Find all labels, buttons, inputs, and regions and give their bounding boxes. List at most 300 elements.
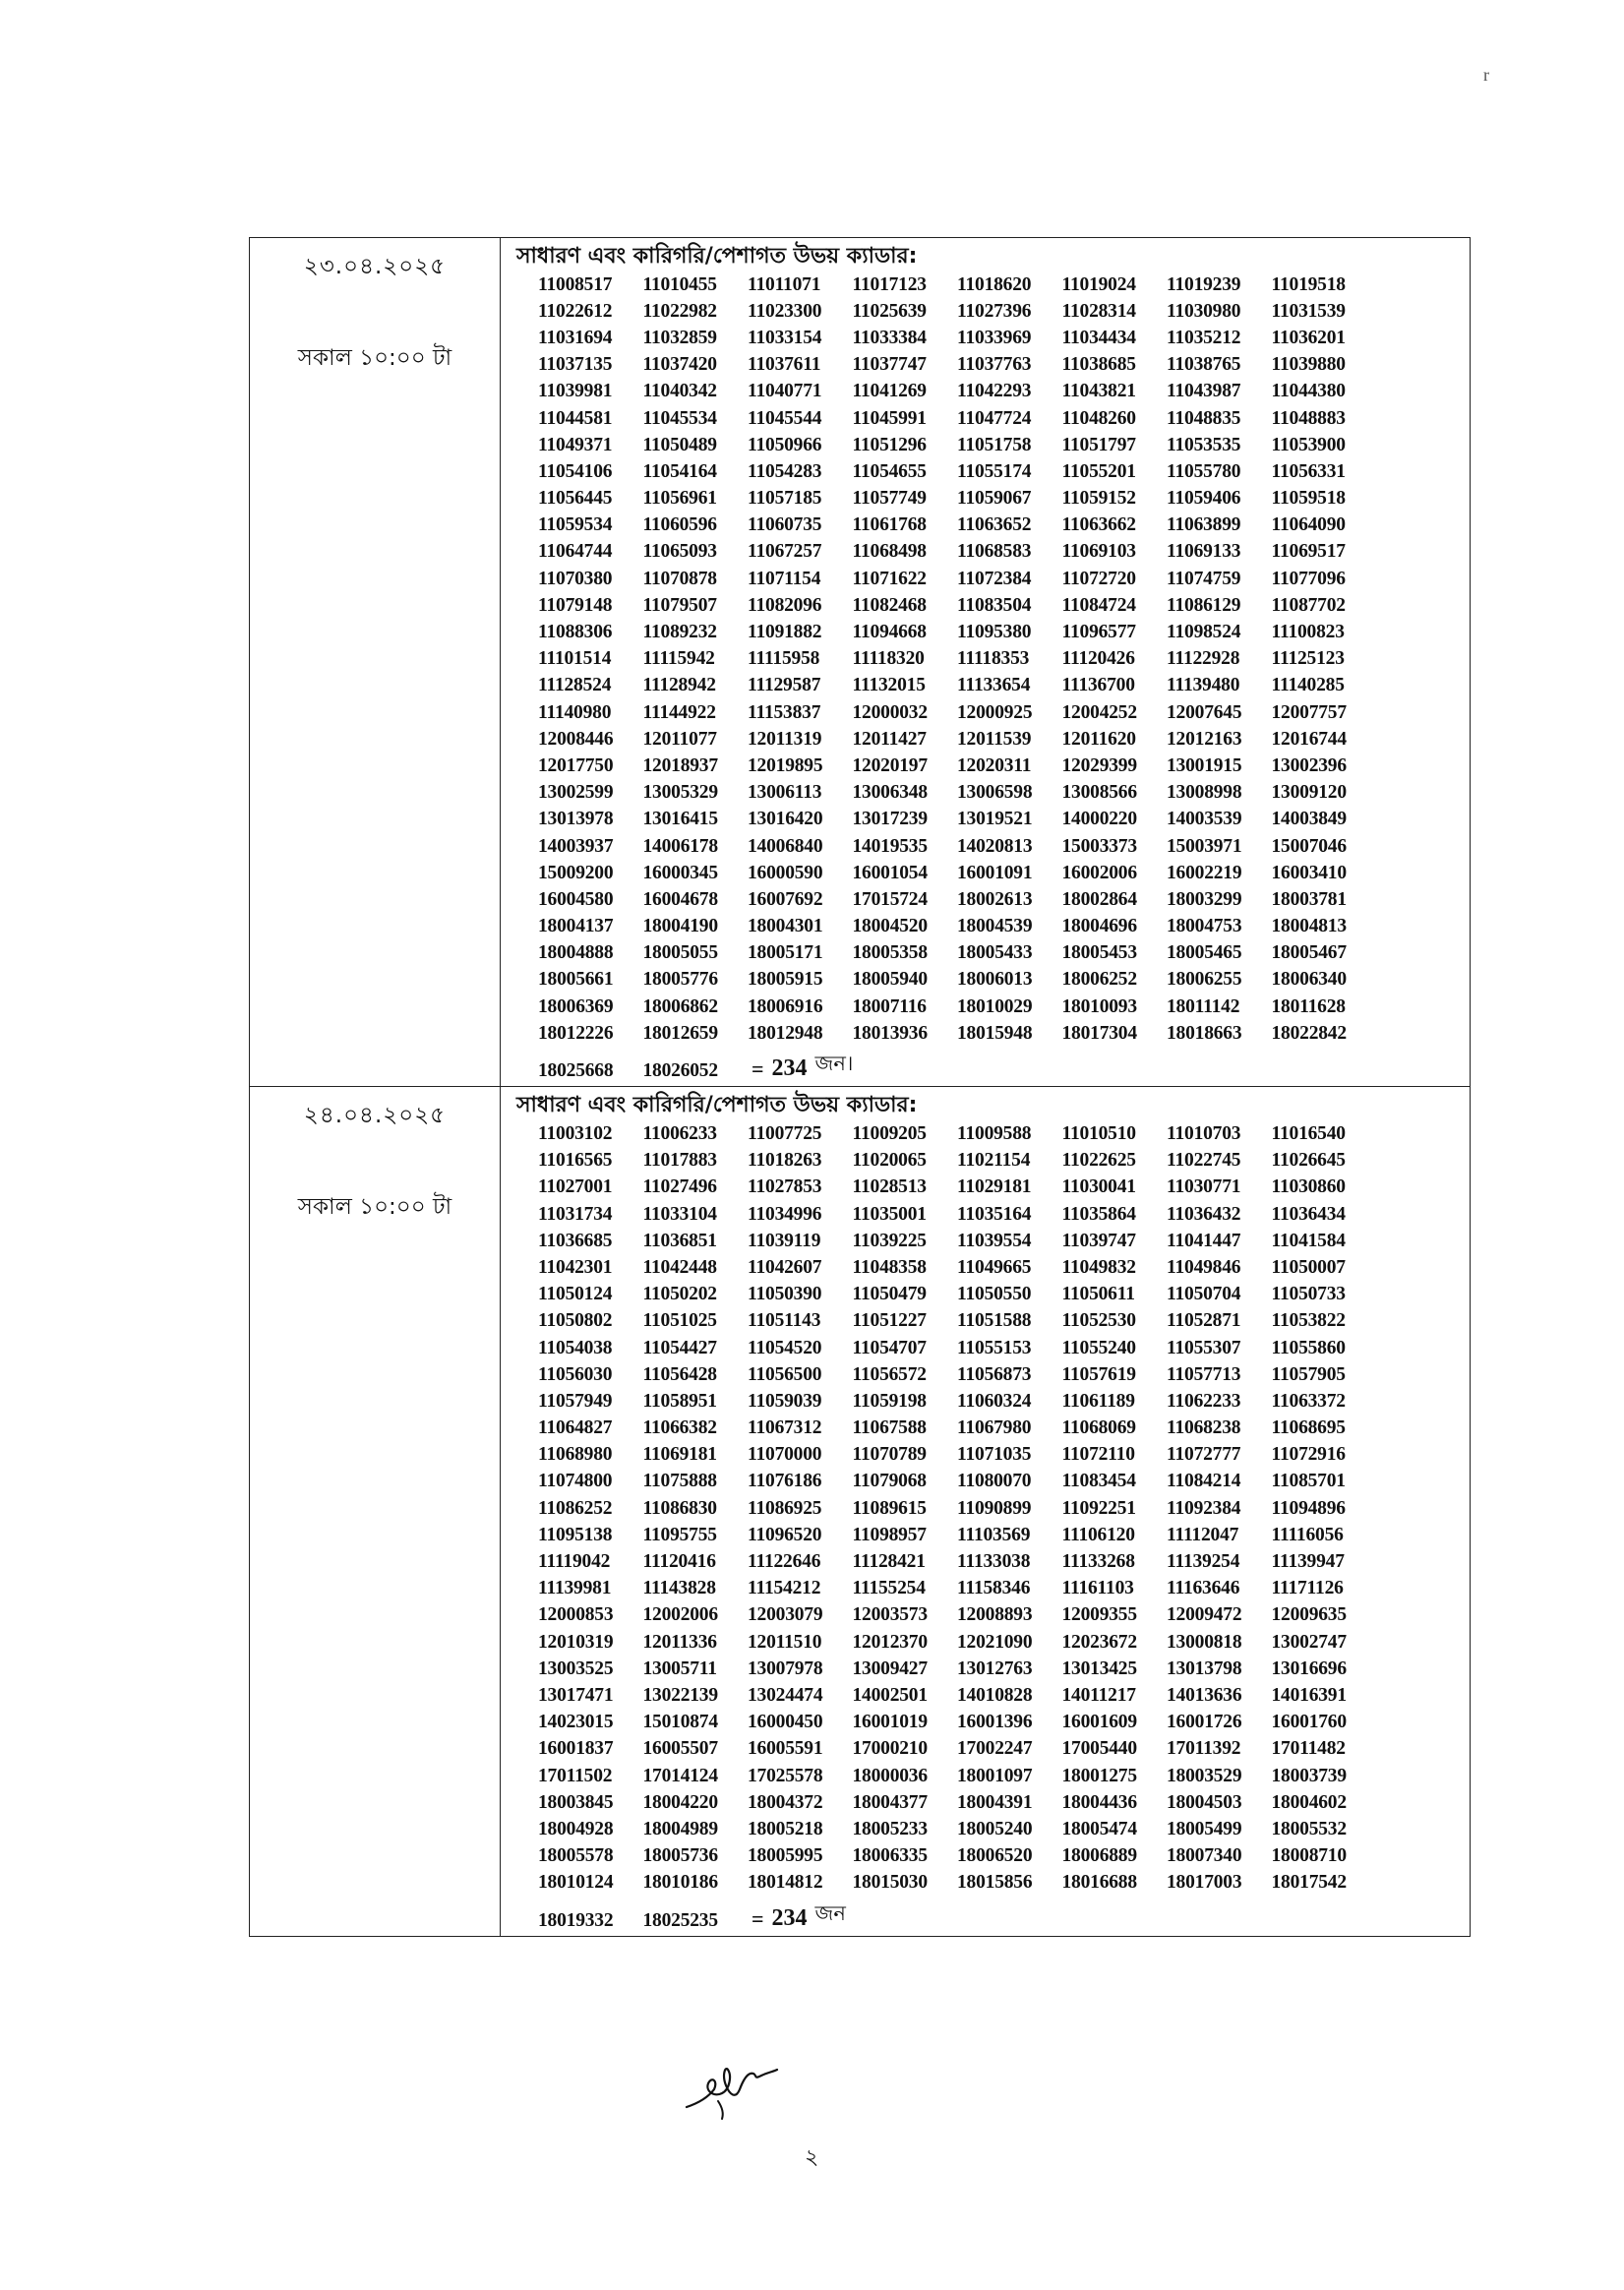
roll-number: 17002247 <box>957 1738 1033 1760</box>
roll-number: 11054283 <box>748 460 822 482</box>
roll-number: 16002219 <box>1167 862 1242 883</box>
roll-number: 11037763 <box>957 354 1032 376</box>
roll-number: 14013636 <box>1167 1684 1242 1706</box>
roll-number: 16000345 <box>642 862 718 883</box>
roll-number: 18005578 <box>538 1845 614 1867</box>
roll-number: 11122646 <box>748 1551 821 1573</box>
roll-number: 18005532 <box>1271 1818 1347 1839</box>
roll-row <box>538 1201 1470 1228</box>
roll-number: 11144922 <box>642 701 716 723</box>
roll-number: 11018263 <box>748 1150 822 1172</box>
roll-list-cell <box>501 1087 1471 1936</box>
roll-number: 11021154 <box>957 1150 1031 1172</box>
exam-date: ২৩.০৪.২০২৫ <box>303 254 447 279</box>
roll-number: 11003102 <box>538 1123 613 1145</box>
roll-number: 11048883 <box>1271 407 1346 429</box>
roll-number: 14006840 <box>748 835 823 857</box>
roll-number: 11077096 <box>1271 568 1346 589</box>
roll-number: 18003739 <box>1271 1765 1347 1786</box>
roll-number: 18017003 <box>1167 1872 1242 1894</box>
roll-number: 11040771 <box>748 381 822 402</box>
roll-number: 11091882 <box>748 622 822 643</box>
roll-number: 11030860 <box>1271 1176 1346 1198</box>
roll-number: 11042301 <box>538 1256 613 1278</box>
roll-number: 13005329 <box>642 782 718 804</box>
roll-row <box>538 833 1470 860</box>
roll-row <box>538 1522 1470 1548</box>
roll-number: 11161103 <box>1061 1578 1134 1599</box>
roll-number: 13024474 <box>748 1684 823 1706</box>
roll-number: 11054038 <box>538 1337 613 1358</box>
roll-number: 11036432 <box>1167 1203 1241 1225</box>
roll-number: 12004252 <box>1061 701 1137 723</box>
roll-number: 11036685 <box>538 1230 613 1251</box>
roll-number: 11080070 <box>957 1471 1032 1492</box>
roll-number: 11049832 <box>1061 1256 1136 1278</box>
roll-number: 13016420 <box>748 809 823 830</box>
roll-number: 11063899 <box>1167 514 1241 536</box>
roll-number: 16001609 <box>1061 1712 1137 1733</box>
roll-number: 11082096 <box>748 594 822 616</box>
page-number: ২ <box>805 2145 819 2170</box>
roll-number: 13008566 <box>1061 782 1137 804</box>
roll-number: 11056961 <box>642 488 717 510</box>
roll-number: 11042607 <box>748 1256 822 1278</box>
roll-number: 11051025 <box>642 1310 717 1332</box>
roll-number: 13012763 <box>957 1657 1033 1679</box>
roll-number: 11133038 <box>957 1551 1031 1573</box>
roll-number: 11069103 <box>1061 541 1136 563</box>
roll-number: 11086129 <box>1167 594 1241 616</box>
roll-number: 11006233 <box>642 1123 717 1145</box>
roll-number: 17015724 <box>852 888 928 910</box>
roll-number: 11016540 <box>1271 1123 1346 1145</box>
roll-row <box>538 1763 1470 1789</box>
roll-number: 11031539 <box>1271 300 1346 322</box>
roll-number: 13009427 <box>852 1657 928 1679</box>
roll-number: 11092251 <box>1061 1497 1136 1519</box>
roll-number: 11083454 <box>1061 1471 1136 1492</box>
roll-row <box>538 1710 1470 1736</box>
roll-number: 12002006 <box>642 1604 718 1626</box>
roll-number: 11100823 <box>1271 622 1345 643</box>
roll-number: 11039981 <box>538 381 613 402</box>
roll-number: 11068583 <box>957 541 1032 563</box>
roll-number: 18004989 <box>642 1818 718 1839</box>
roll-number: 11050966 <box>748 434 822 455</box>
roll-number: 18005240 <box>957 1818 1033 1839</box>
roll-number: 18004503 <box>1167 1791 1242 1813</box>
roll-number: 16003410 <box>1271 862 1347 883</box>
equals-sign: = <box>752 1056 764 1082</box>
roll-row <box>538 699 1470 726</box>
roll-number: 11071035 <box>957 1444 1032 1466</box>
roll-number: 12016744 <box>1271 728 1347 750</box>
roll-number: 12011510 <box>748 1631 822 1653</box>
roll-number: 13017239 <box>852 809 928 830</box>
roll-row <box>538 1682 1470 1709</box>
roll-number: 12009472 <box>1167 1604 1242 1626</box>
roll-number: 11041447 <box>1167 1230 1241 1251</box>
roll-number: 18005940 <box>852 969 928 991</box>
roll-number: 11122928 <box>1167 648 1240 670</box>
roll-number: 13022139 <box>642 1684 718 1706</box>
roll-number: 11092384 <box>1167 1497 1241 1519</box>
total-count: 234 <box>771 1904 808 1931</box>
roll-number: 11044581 <box>538 407 613 429</box>
roll-number: 11009205 <box>852 1123 927 1145</box>
roll-number: 11056572 <box>852 1363 927 1385</box>
roll-number: 11045991 <box>852 407 927 429</box>
roll-number: 12011620 <box>1061 728 1136 750</box>
roll-number: 11087702 <box>1271 594 1346 616</box>
roll-row <box>538 1442 1470 1469</box>
roll-number: 13003525 <box>538 1657 614 1679</box>
roll-row <box>538 1843 1470 1870</box>
roll-number: 11049371 <box>538 434 613 455</box>
roll-number: 11063652 <box>957 514 1032 536</box>
roll-number: 11060596 <box>642 514 717 536</box>
roll-number: 12019895 <box>748 754 823 776</box>
roll-number: 18000036 <box>852 1765 928 1786</box>
roll-row <box>538 1228 1470 1254</box>
roll-number: 18004220 <box>642 1791 718 1813</box>
roll-number: 11059198 <box>852 1390 927 1412</box>
roll-number: 11055174 <box>957 460 1032 482</box>
roll-number: 16001396 <box>957 1712 1033 1733</box>
roll-number: 11050611 <box>1061 1284 1135 1305</box>
roll-number: 11022982 <box>642 300 717 322</box>
roll-number: 18006340 <box>1271 969 1347 991</box>
roll-row <box>538 1789 1470 1816</box>
roll-number: 11068069 <box>1061 1417 1136 1439</box>
roll-number: 18013936 <box>852 1022 928 1044</box>
roll-number: 12011336 <box>642 1631 717 1653</box>
session-row <box>250 1087 1471 1936</box>
roll-number: 13006598 <box>957 782 1033 804</box>
roll-number: 11040342 <box>642 381 717 402</box>
roll-row <box>538 1576 1470 1602</box>
roll-number: 11055240 <box>1061 1337 1136 1358</box>
roll-number: 11055860 <box>1271 1337 1346 1358</box>
roll-number: 11086830 <box>642 1497 717 1519</box>
roll-number: 14002501 <box>852 1684 928 1706</box>
total-row <box>538 1047 1470 1086</box>
roll-number: 11056331 <box>1271 460 1346 482</box>
roll-number: 11083504 <box>957 594 1032 616</box>
roll-number: 11065093 <box>642 541 717 563</box>
roll-number: 11051227 <box>852 1310 927 1332</box>
roll-row <box>538 432 1470 458</box>
roll-row <box>538 1120 1470 1147</box>
roll-number: 17014124 <box>642 1765 718 1786</box>
roll-number: 12008446 <box>538 728 614 750</box>
roll-number: 12021090 <box>957 1631 1033 1653</box>
roll-number: 16001054 <box>852 862 928 883</box>
roll-number: 11075888 <box>642 1471 717 1492</box>
roll-row <box>538 1335 1470 1361</box>
roll-number: 12020311 <box>957 754 1032 776</box>
roll-number: 11133268 <box>1061 1551 1135 1573</box>
roll-number: 11068238 <box>1167 1417 1241 1439</box>
roll-number: 18014812 <box>748 1872 823 1894</box>
roll-row <box>538 458 1470 485</box>
roll-number: 11035001 <box>852 1203 927 1225</box>
roll-row <box>538 1020 1470 1047</box>
roll-number: 18005661 <box>538 969 614 991</box>
roll-number: 16007692 <box>748 888 823 910</box>
roll-number: 11009588 <box>957 1123 1032 1145</box>
roll-number: 16004580 <box>538 888 614 910</box>
roll-number: 13009120 <box>1271 782 1347 804</box>
roll-number: 11045544 <box>748 407 822 429</box>
roll-number: 18005776 <box>642 969 718 991</box>
roll-number: 11057185 <box>748 488 822 510</box>
roll-number: 11101514 <box>538 648 612 670</box>
roll-number: 11033154 <box>748 327 822 348</box>
roll-row <box>538 914 1470 940</box>
roll-number: 11095138 <box>538 1524 613 1545</box>
roll-number: 18006889 <box>1061 1845 1137 1867</box>
roll-number: 11079068 <box>852 1471 927 1492</box>
equals-sign: = <box>752 1905 764 1931</box>
roll-row <box>538 486 1470 512</box>
roll-number: 11026645 <box>1271 1150 1346 1172</box>
roll-number: 11050390 <box>748 1284 822 1305</box>
roll-number: 13013425 <box>1061 1657 1137 1679</box>
roll-number: 11036201 <box>1271 327 1346 348</box>
roll-number: 11064827 <box>538 1417 613 1439</box>
roll-number: 11088306 <box>538 622 613 643</box>
roll-number: 16000590 <box>748 862 823 883</box>
roll-number: 11139981 <box>538 1578 612 1599</box>
roll-number: 11098957 <box>852 1524 927 1545</box>
roll-number: 11132015 <box>852 675 926 696</box>
roll-number: 11051296 <box>852 434 927 455</box>
total-row <box>538 1897 1470 1936</box>
roll-number: 18005995 <box>748 1845 823 1867</box>
roll-number: 18004301 <box>748 916 823 937</box>
roll-number: 11017123 <box>852 273 927 295</box>
roll-row <box>538 1148 1470 1175</box>
roll-number: 11050124 <box>538 1284 613 1305</box>
roll-number: 18004520 <box>852 916 928 937</box>
roll-number: 11054427 <box>642 1337 717 1358</box>
roll-row <box>538 512 1470 539</box>
roll-number: 11074800 <box>538 1471 613 1492</box>
roll-row <box>538 1495 1470 1522</box>
roll-number: 11055153 <box>957 1337 1032 1358</box>
roll-row <box>538 1870 1470 1897</box>
cadre-heading: সাধারণ এবং কারিগরি/পেশাগত উভয় ক্যাডার: <box>516 244 918 269</box>
roll-number: 18004602 <box>1271 1791 1347 1813</box>
roll-number: 11033384 <box>852 327 927 348</box>
roll-number: 14016391 <box>1271 1684 1347 1706</box>
roll-number: 11034434 <box>1061 327 1136 348</box>
roll-row <box>538 1175 1470 1201</box>
roll-number: 11120426 <box>1061 648 1135 670</box>
roll-number: 11050489 <box>642 434 717 455</box>
date-cell <box>250 238 501 1087</box>
roll-number: 11048358 <box>852 1256 927 1278</box>
roll-number: 18004539 <box>957 916 1033 937</box>
roll-number: 16001091 <box>957 862 1033 883</box>
roll-number: 11158346 <box>957 1578 1031 1599</box>
roll-number: 18003781 <box>1271 888 1347 910</box>
roll-number: 18019332 <box>538 1909 614 1931</box>
roll-number: 11054520 <box>748 1337 822 1358</box>
roll-number: 11050550 <box>957 1284 1032 1305</box>
roll-number: 11139947 <box>1271 1551 1345 1573</box>
roll-number: 18003845 <box>538 1791 614 1813</box>
roll-number: 11031694 <box>538 327 613 348</box>
roll-number: 11086252 <box>538 1497 613 1519</box>
roll-number: 18010186 <box>642 1872 718 1894</box>
roll-number: 11020065 <box>852 1150 927 1172</box>
roll-list-cell <box>501 238 1471 1087</box>
roll-number: 11068695 <box>1271 1417 1346 1439</box>
roll-number: 18004436 <box>1061 1791 1137 1813</box>
roll-row <box>538 566 1470 592</box>
roll-row <box>538 325 1470 351</box>
roll-number: 16001837 <box>538 1738 614 1760</box>
roll-number: 18006916 <box>748 995 823 1017</box>
roll-number: 13002599 <box>538 782 614 804</box>
roll-number: 11010510 <box>1061 1123 1136 1145</box>
roll-row <box>538 780 1470 807</box>
roll-row <box>538 1469 1470 1495</box>
roll-number: 18005233 <box>852 1818 928 1839</box>
roll-number: 14011217 <box>1061 1684 1136 1706</box>
roll-number: 11055780 <box>1167 460 1241 482</box>
roll-number: 11060735 <box>748 514 822 536</box>
roll-number: 18004888 <box>538 942 614 964</box>
roll-number: 11071622 <box>852 568 927 589</box>
roll-number: 11076186 <box>748 1471 822 1492</box>
roll-number: 15007046 <box>1271 835 1347 857</box>
roll-number: 12029399 <box>1061 754 1137 776</box>
roll-number: 18012226 <box>538 1022 614 1044</box>
roll-number: 11136700 <box>1061 675 1135 696</box>
roll-number: 18005474 <box>1061 1818 1137 1839</box>
roll-number: 17005440 <box>1061 1738 1137 1760</box>
roll-number: 12003573 <box>852 1604 928 1626</box>
roll-number: 18005171 <box>748 942 823 964</box>
roll-number: 11007725 <box>748 1123 822 1145</box>
roll-number: 11059067 <box>957 488 1032 510</box>
roll-number: 13013798 <box>1167 1657 1242 1679</box>
roll-number: 18015948 <box>957 1022 1033 1044</box>
roll-row <box>538 1308 1470 1335</box>
roll-number: 12012370 <box>852 1631 928 1653</box>
roll-number: 11079148 <box>538 594 613 616</box>
roll-number: 11042293 <box>957 381 1032 402</box>
roll-number: 18012659 <box>642 1022 718 1044</box>
date-cell <box>250 1087 501 1936</box>
roll-number: 11153837 <box>748 701 821 723</box>
roll-number: 11054106 <box>538 460 613 482</box>
roll-number: 15010874 <box>642 1712 718 1733</box>
roll-number: 11019518 <box>1271 273 1346 295</box>
roll-number: 11049846 <box>1167 1256 1241 1278</box>
roll-number: 17011392 <box>1167 1738 1241 1760</box>
roll-number: 11029181 <box>957 1176 1032 1198</box>
roll-number: 11037611 <box>748 354 821 376</box>
roll-number: 11072720 <box>1061 568 1136 589</box>
roll-number: 11019239 <box>1167 273 1241 295</box>
roll-number: 11171126 <box>1271 1578 1344 1599</box>
roll-number: 18012948 <box>748 1022 823 1044</box>
roll-number: 11079507 <box>642 594 717 616</box>
roll-number: 11058951 <box>642 1390 717 1412</box>
roll-number: 11057749 <box>852 488 927 510</box>
roll-number: 11027496 <box>642 1176 717 1198</box>
roll-number: 11119042 <box>538 1551 611 1573</box>
roll-number: 18005433 <box>957 942 1033 964</box>
roll-number: 12003079 <box>748 1604 823 1626</box>
roll-number: 11090899 <box>957 1497 1032 1519</box>
roll-number: 11069181 <box>642 1444 717 1466</box>
roll-number: 16001726 <box>1167 1712 1242 1733</box>
roll-number: 11128524 <box>538 675 612 696</box>
roll-number: 11051588 <box>957 1310 1032 1332</box>
roll-number-list <box>538 271 1470 1086</box>
roll-number-list <box>538 1120 1470 1935</box>
roll-number: 14006178 <box>642 835 718 857</box>
roll-number: 18025235 <box>642 1909 718 1931</box>
roll-number: 11062233 <box>1167 1390 1241 1412</box>
roll-number: 11038685 <box>1061 354 1136 376</box>
roll-number: 18002864 <box>1061 888 1137 910</box>
roll-number: 11031734 <box>538 1203 613 1225</box>
roll-number: 11041269 <box>852 381 927 402</box>
roll-number: 11064090 <box>1271 514 1346 536</box>
roll-number: 18026052 <box>642 1060 718 1082</box>
roll-number: 11072110 <box>1061 1444 1135 1466</box>
roll-number: 11052530 <box>1061 1310 1136 1332</box>
roll-row <box>538 592 1470 619</box>
roll-number: 18006252 <box>1061 969 1137 991</box>
roll-number: 12018937 <box>642 754 718 776</box>
roll-number: 11072384 <box>957 568 1032 589</box>
roll-number: 11042448 <box>642 1256 717 1278</box>
roll-number: 11115942 <box>642 648 715 670</box>
roll-number: 12007757 <box>1271 701 1347 723</box>
roll-number: 11054707 <box>852 1337 927 1358</box>
total-unit: জন। <box>814 1052 854 1076</box>
roll-number: 11019024 <box>1061 273 1136 295</box>
roll-number: 18011142 <box>1167 995 1240 1017</box>
roll-number: 18017542 <box>1271 1872 1347 1894</box>
roll-number: 11071154 <box>748 568 821 589</box>
roll-number: 11038765 <box>1167 354 1241 376</box>
roll-row <box>538 539 1470 566</box>
roll-number: 11084214 <box>1167 1471 1241 1492</box>
roll-number: 11059152 <box>1061 488 1136 510</box>
roll-number: 11035864 <box>1061 1203 1136 1225</box>
roll-row <box>538 405 1470 432</box>
roll-number: 18018663 <box>1167 1022 1242 1044</box>
roll-number: 11027001 <box>538 1176 613 1198</box>
roll-number: 13016696 <box>1271 1657 1347 1679</box>
roll-number: 16001760 <box>1271 1712 1347 1733</box>
roll-number: 18004813 <box>1271 916 1347 937</box>
roll-number: 11044380 <box>1271 381 1346 402</box>
roll-number: 18005499 <box>1167 1818 1242 1839</box>
roll-number: 11096520 <box>748 1524 822 1545</box>
roll-number: 12000032 <box>852 701 928 723</box>
roll-number: 11017883 <box>642 1150 717 1172</box>
